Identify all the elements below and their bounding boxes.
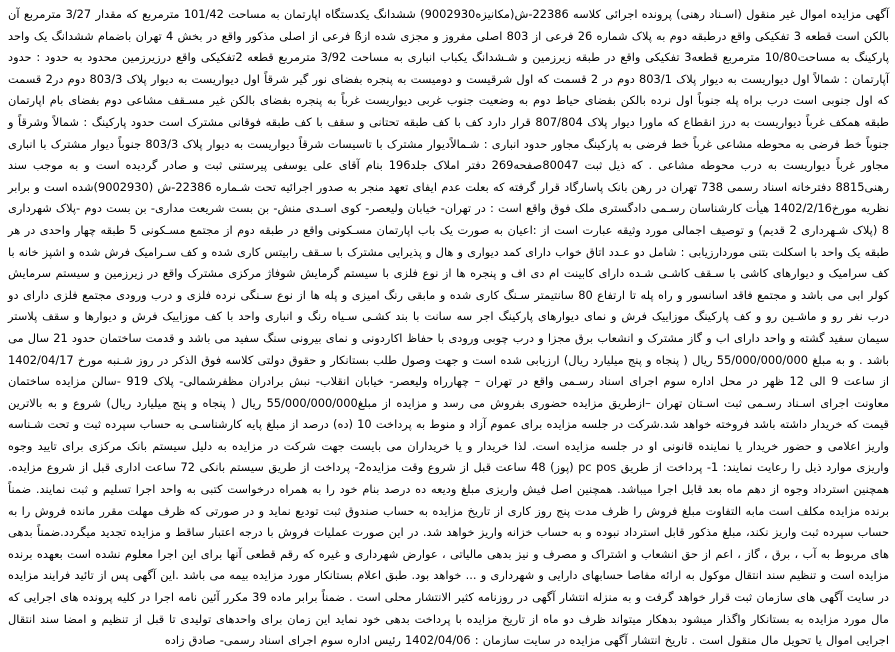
auction-notice-text: آگهی مزایده اموال غیر منقول (اسـناد رهنی) پرونده اجرائی کلاسه 22386-ش(مکانیزه9002930) ششدانگ یکدستگاه اپارتمان به مساحت 101/42 مترمربع که مقدار 3/27 مترمربع آن بالکن است قطعه 3 تفکیکی واقع درطبقه دوم به پلاک شماره 26 فرعی از 803 اصلی مفروز و مجزی شده ازß فرعی از اصلی مذکور واقع در بخش 4 تهران باضمام ششدانگ یک واحد پارکینگ به مساحت10/80 مترمربع قطعه3 تفکیکی واقع در طبقه زیرزمین و شـشدانگ یکباب انباری به مساحت 3/92 مترمربع قطعه 2تفکیکی واقع درزیرزمین محدود به حدود : حدود آپارتمان : شمالاً اول دیواریست به دیوار پلاک 803/1 دوم در 2 قسمت که اول شرقیست و دومیست به پنجره بفضای نور گیر شرقاً اول دیواریست به دیوار پلاک 803/3 دوم در2 قسمت که اول جنوبی است درب براه پله جنوباً اول نرده بالکن بفضای حیاط دوم به وضعیت جنوب غربی دیواریست غرباً به پنجره بفضای بالکن غیر مسـقف مشاعی دوم بفضای بام اپارتمان طبقه همکف غرباً دیواریست به درز انقطاع که ماورا دیوار پلاک 807/804 قرار دارد کف با کف طبقه تحتانی و سقف با کف طبقه فوقانی مشترک است حدود پارکینگ : شمالاً وشرقاً و جنوباً خط فرضی به محوطه مشاعی غرباً خط فرضی به پارکینگ مجاور حدود انباری : شـمالاًدیوار مشترک با تاسیسات شرقاً دیواریست به دیوار پلاک 803/3 جنوباً دیوار مشترک با انباری مجاور غرباً دیواریست به درب محوطه مشاعی . که ذیل ثبت 80047صفحه269 دفتر املاک جلد196 بنام آقای علی یوسفی پیرستنی ثبت و صادر گردیده است و به موجب سند رهنی8815 دفترخانه اسناد رسمی 738 تهران در رهن بانک پاسارگاد قرار گرفته که بعلت عدم ایفای تعهد منجر به صدور اجرائیه تحت شـماره 22386-ش (9002930)شده است و برابر نظریه مورخ1402/2/16 هیأت کارشناسان رسـمی دادگستری ملک فوق واقع است : در تهران- خیابان ولیعصر- کوی اسـدی منش- بن بست شریعت مداری- بن بست دوم -پلاک شهرداری 8 (پلاک شـهرداری 2 قدیم) و توصیف اجمالی مورد وثیقه عبارت است از :اعیان به صورت یک باب اپارتمان مسـکونی واقع در طبقه دوم از مجتمع مسـکونی 5 طبقه چهار واحدی در هر طبقه یک واحد با اسکلت بتنی موردارزیابی : شامل دو عـدد اتاق خواب دارای کمد دیواری و هال و پذیرایی مشترک با سـقف رابیتس کاری شده و کف سـرامیک فرش شده و اشپز خانه با کف سرامیک و دیوارهای کاشی با سـقف کاشـی شـده دارای کابینت ام دی اف و پنجره ها از نوع فلزی با سیستم گرمایش شوفاژ مرکزی مشترک واقع در زیرزمین و سیستم سرمایش کولر ابی می باشد و مجتمع فاقد اسانسور و راه پله تا ارتفاع 80 سانتیمتر سـنگ کاری شده و مابقی رنگ امیزی و پله ها از نوع سـنگی نرده فلزی و درب ورودی مجتمع فلزی دارای دو درب نفر رو و ماشـین رو و کف پارکینگ موزاییک فرش و نمای دیوارهای پارکینگ اجر سه سانت با بند کشـی سـیاه رنگ و انباری واحد با کف موزاییک فرش و دیوارها و سقف پلاستر سیمان سفید گشته و واحد دارای اب و گاز مشترک و انشعاب برق مجزا و درب چوبی ورودی با حفاظ اکاردونی و نمای بیرونی سنگ سفید می باشد و قدمت ساختمان حدود 21 سال می باشد . و به مبلغ 55/000/000/000 ریال ( پنجاه و پنج میلیارد ریال) ارزیابی شده است و جهت وصول طلب بستانکار و حقوق دولتی کلاسه فوق الذکر در روز شـنبه مورخ 1402/04/17 از ساعت 9 الی 12 ظهر در محل اداره سوم اجرای اسناد رسـمی واقع در تهران – چهارراه ولیعصر- خیابان انقلاب- نبش برادران مظفرشمالی- پلاک 919 -سالن مزایده ساختمان معاونت اجرای اسـناد رسـمی ثبت اسـتان تهران –ازطریق مزایده حضوری بفروش می رسد و مزایده از مبلغ55/000/000/000 ریال ( پنجاه و پنج میلیارد ریال) شروع و به بالاترین قیمت که خریدار داشته باشد فروخته خواهد شد.شرکت در جلسه مزایده برای عموم آزاد و منوط به پرداخت 10 (ده) درصد از مبلغ پایه کارشناسـی به حساب سپرده ثبت و تحت شـناسه واریز اعلامی و حضور خریدار یا نماینده قانونی او در جلسه مزایده است. لذا خریدار و یا خریداران می بایست جهت شرکت در مزایده به دلیل سیستم بانک مرکزی برای تایید وجوه واریزی موارد ذیل را رعایت نمایند: 1- پرداخت از طریق pc pos (پوز) 48 ساعت قبل از شروع وقت مزایده2- پرداخت از طریق سیستم بانکی 72 ساعت اداری قبل از شروع مزایده. همچنین استرداد وجوه از دهم ماه بعد قابل اجرا میباشد. همچنین اصل فیش واریزی مبلغ ودیعه ده درصد بنام خود را به همراه درخواست کتبی به واحد اجرا تسلیم و ثبت نمایند. ضمناً برنده مزایده مکلف است مابه التفاوت مبلغ فروش را ظرف مدت پنج روز کاری از تاریخ مزایده به حساب صندوق ثبت تودیع نماید و در صورتی که ظرف مهلت مقرر مانده فروش را به حساب سپرده ثبت واریز نکند، مبلغ مذکور قابل استرداد نبوده و به حساب خزانه واریز خواهد شد. در این صورت عملیات فروش با درجه اعتبار ساقط و مزایده تجدید میگردد.ضمناً بدهی های مربوط به آب ، برق ، گاز ، اعم از حق انشعاب و اشتراک و مصرف و نیز بدهی مالیاتی ، عوارض شهرداری و غیره که رقم قطعی آنها برای این اجرا معلوم نشده است بعهده برنده مزایده است و تنظیم سند انتقال موکول به ارائه مفاصا حسابهای دارایی و شهرداری و ... خواهد بود. طبق اعلام بستانکار مورد مزایده بیمه می باشد .این آگهی پس از تائید فرایند مزایده در سایت آگهی های سازمان ثبت قرار خواهد گرفت و به منزله انتشار آگهی در روزنامه کثیر الانتشار محلی است . ضمناً برابر ماده 39 مکرر آئین نامه اجرا در کلیه پرونده های اجرایی که مال مورد مزایده به بستانکار واگذار میشود بدهکار میتواند ظرف دو ماه از تاریخ مزایده با پرداخت بدهی خود نماید این زمان برای واحدهای تولیدی تا قبل از تنظیم و امضا سند انتقال اجرایی اموال یا تحویل مال منقول است . تاریخ انتشار آگهی مزایده در سایت سازمان : 1402/04/06 رئیس اداره سوم اجرای اسناد رسمی- صادق زاده xyxy=(0,0,895,631)
